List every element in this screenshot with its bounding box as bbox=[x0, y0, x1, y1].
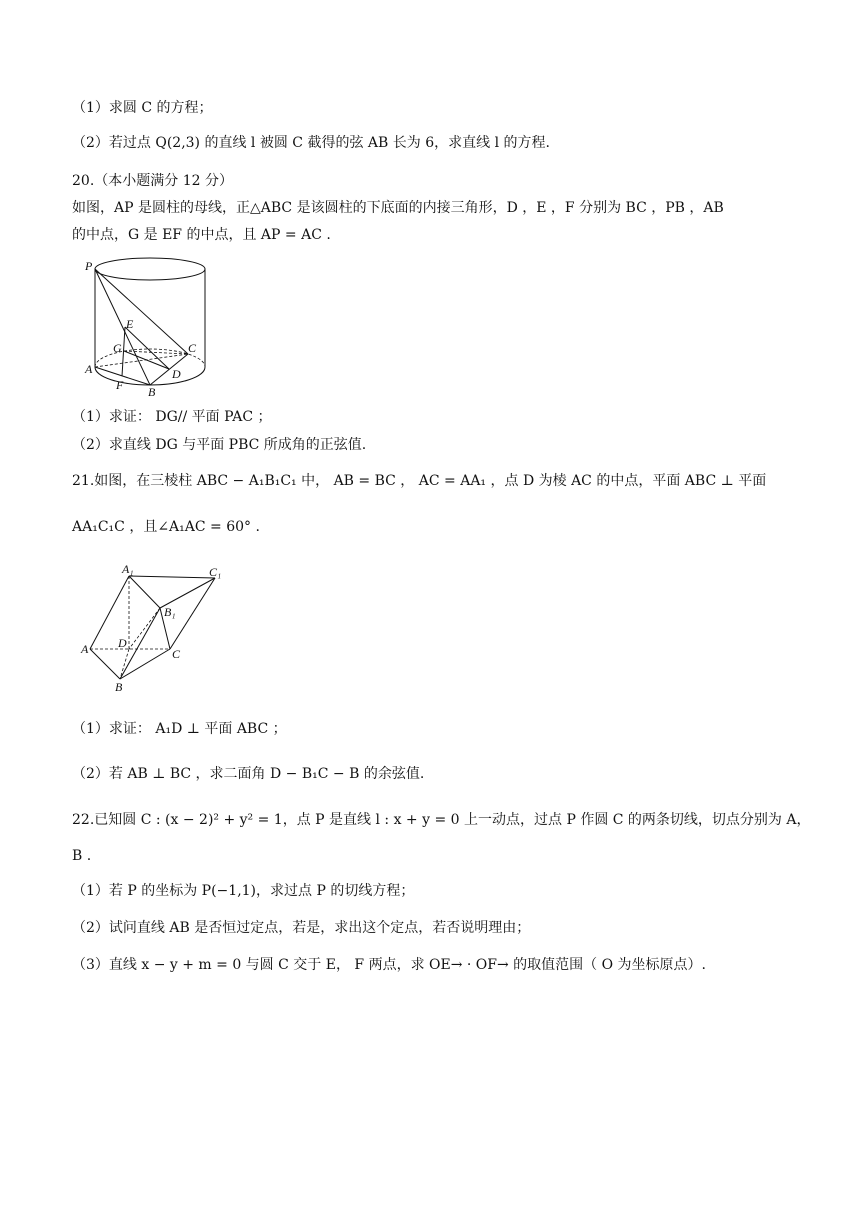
q20-header: 20.（本小题满分 12 分） bbox=[72, 173, 233, 189]
label-C: C bbox=[172, 647, 181, 661]
q22-part2: （2）试问直线 AB 是否恒过定点，若是，求出这个定点，若否说明理由； bbox=[72, 920, 531, 936]
q21-part1: （1）求证： A₁D ⊥ 平面 ABC ； bbox=[72, 721, 287, 737]
q19-part2: （2）若过点 Q(2,3) 的直线 l 被圆 C 截得的弦 AB 长为 6，求直线 l 的方程. bbox=[72, 135, 550, 151]
q21-stem-line1: 21.如图，在三棱柱 ABC − A₁B₁C₁ 中， AB = BC ， AC = AA₁ ，点 D 为棱 AC 的中点，平面 ABC ⊥ 平面 bbox=[72, 473, 767, 489]
label-D: D bbox=[118, 636, 127, 650]
q19-part1: （1）求圆 C 的方程； bbox=[72, 100, 213, 116]
label-B1: B₁ bbox=[164, 605, 176, 619]
cylinder-figure bbox=[80, 252, 220, 397]
label-A: A bbox=[81, 642, 89, 656]
q22-part3: （3）直线 x − y + m = 0 与圆 C 交于 E， F 两点，求 OE→ · OF→ 的取值范围（ O 为坐标原点）. bbox=[72, 957, 707, 973]
q20-stem-line2: 的中点，G 是 EF 的中点，且 AP = AC . bbox=[72, 227, 331, 243]
q20-part2: （2）求直线 DG 与平面 PBC 所成角的正弦值. bbox=[72, 437, 367, 453]
q20-part1: （1）求证： DG// 平面 PAC ； bbox=[72, 409, 272, 425]
label-A1: A₁ bbox=[122, 562, 134, 576]
label-D: D bbox=[172, 367, 181, 381]
q22-stem-line2: B . bbox=[72, 848, 92, 864]
label-G: G bbox=[113, 341, 122, 355]
q22-stem-line1: 22.已知圆 C : (x − 2)² + y² = 1，点 P 是直线 l : x + y = 0 上一动点，过点 P 作圆 C 的两条切线，切点分别为 A， bbox=[72, 812, 811, 828]
q22-part1: （1）若 P 的坐标为 P(−1,1)，求过点 P 的切线方程； bbox=[72, 883, 415, 899]
label-F: F bbox=[116, 378, 124, 392]
label-C: C bbox=[188, 341, 197, 355]
label-B: B bbox=[148, 385, 156, 397]
prism-figure bbox=[80, 562, 235, 697]
label-C1: C₁ bbox=[209, 565, 222, 579]
q21-part2: （2）若 AB ⊥ BC ，求二面角 D − B₁C − B 的余弦值. bbox=[72, 766, 425, 782]
label-E: E bbox=[126, 317, 134, 331]
label-P: P bbox=[85, 259, 93, 273]
q21-stem-line2: AA₁C₁C ，且∠A₁AC = 60° . bbox=[72, 519, 260, 535]
label-B: B bbox=[115, 680, 123, 694]
q20-stem-line1: 如图，AP 是圆柱的母线，正△ABC 是该圆柱的下底面的内接三角形，D ，E ，F 分别为 BC ，PB ，AB bbox=[72, 200, 724, 216]
label-A: A bbox=[85, 362, 93, 376]
